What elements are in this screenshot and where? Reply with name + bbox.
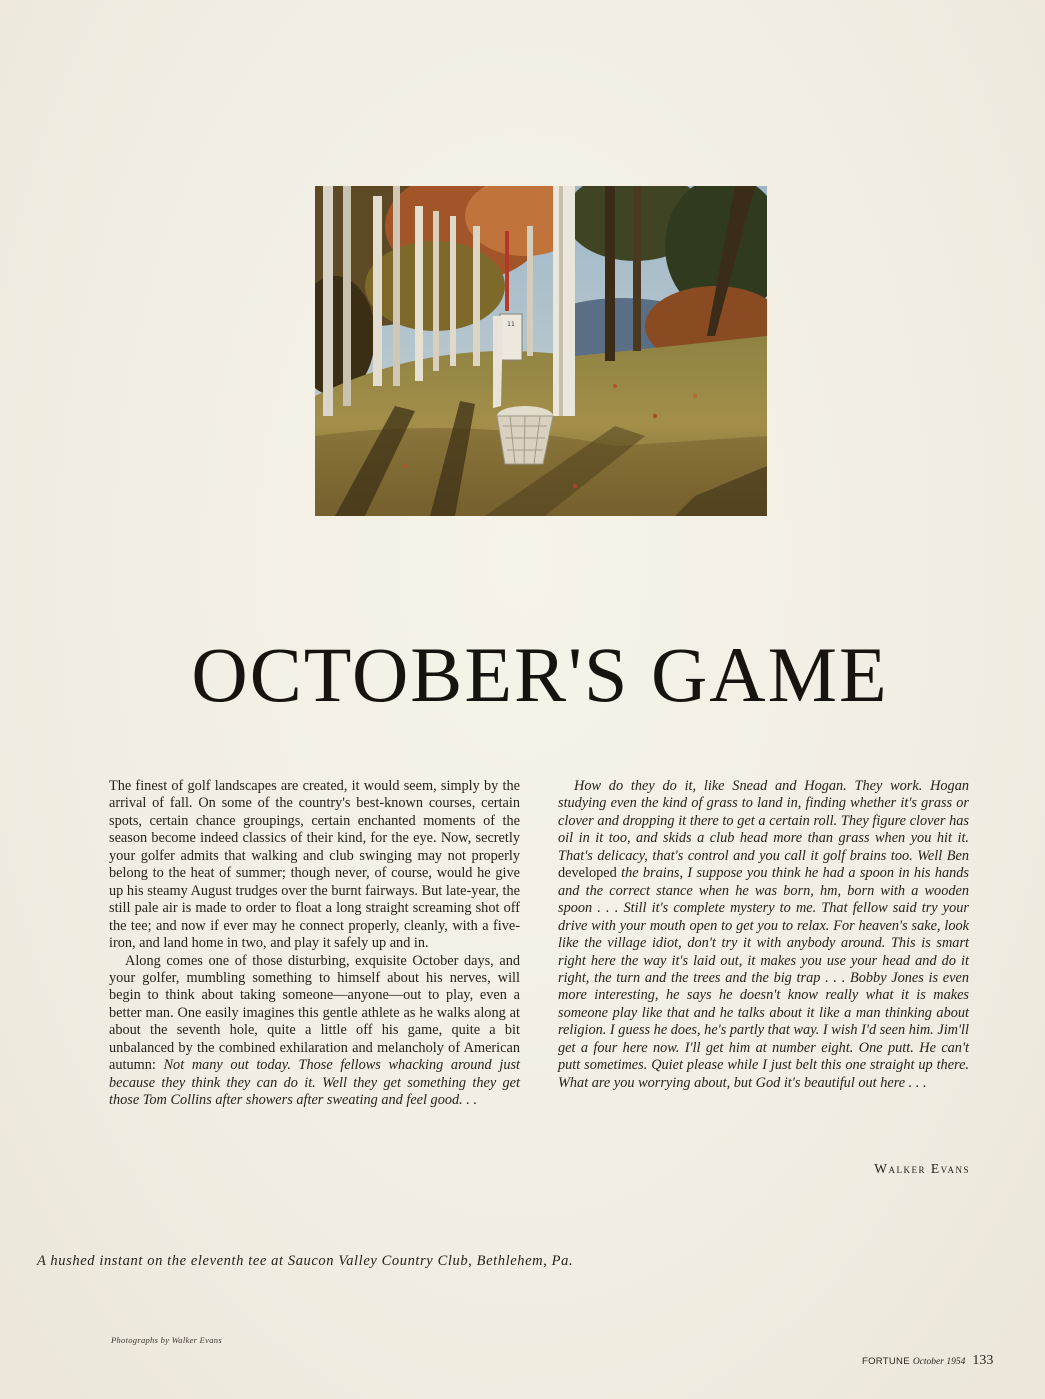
photo-caption: A hushed instant on the eleventh tee at Saucon Valley Country Club, Bethlehem, Pa.: [37, 1253, 574, 1269]
page-footer: [862, 1351, 993, 1371]
roman-word: developed: [558, 865, 617, 882]
article-paragraph: [109, 953, 520, 1110]
interior-monologue: the brains, I suppose you think he had a spoon in his hands and the correct stance when he was born, hm, born with a wooden spoon . . . Still it's complete mystery to me. That fellow said try your drive with your mouth open to get you to relax. For heaven's sake, look like the village idiot, don't try it with anybody around. This is smart right here the way it's laid out, it makes you use your head and do it right, the turn and the trees and the big trap . . . Bobby Jones is even more interesting, he says he doesn't know really what it is makes someone play like that and he talks about it like a man thinking about religion. I guess he does, he's partly that way. I wish I'd seen him. Jim'll get a four here now. I'll get him at number eight. One putt. He can't putt sometimes. Quiet please while I just belt this one straight up there. What are you worrying about, but God it's beautiful out here . . .: [558, 865, 969, 1091]
photo-credit: Photographs by Walker Evans: [111, 1335, 222, 1345]
issue-date: October 1954: [912, 1357, 966, 1367]
article-paragraph: [558, 778, 969, 1092]
photo-scene: [315, 186, 767, 516]
interior-monologue: How do they do it, like Snead and Hogan. They work. Hogan studying even the kind of grass to land in, finding whether it's grass or clover and dropping it there to get a certain roll. They figure clover has oil in it too, and skids a club head more than grass when you hit it. That's delicacy, that's control and you call it golf brains too. Well Ben: [558, 778, 969, 864]
page-number: 133: [972, 1353, 994, 1368]
article-paragraph: The finest of golf landscapes are created, it would seem, simply by the arrival of fall. On some of the country's best-known courses, certain spots, certain chance groupings, certain enchanted moments of the season become indeed classics of their kind, for the eye. Now, secretly your golfer admits that walking and club swinging may not properly belong to the heat of summer; though never, of course, would he give up his steamy August trudges over the burnt fairways. But late-year, the still pale air is made to order to float a long straight screaming shot off the tee; and now if ever may he connect properly, cleanly, with a five-iron, and land home in two, and play it safely up and in.: [109, 778, 520, 952]
interior-monologue: Not many out today. Those fellows whacking around just because they think they can do it. Well they get something they get those Tom Collins after showers after sweating and feel good. . .: [109, 1057, 520, 1109]
tee-sign-number: 11: [507, 321, 515, 328]
golf-tee-photograph: [315, 186, 767, 516]
paragraph-text: Along comes one of those disturbing, exquisite October days, and your golfer, mumbling something to himself about his nerves, will begin to think about taking someone—anyone—out to play, even a better man. One easily imagines this gentle athlete as he walks along at about the seventh hole, quite a little off his game, quite a bit unbalanced by the combined exhilaration and melancholy of American autumn:: [109, 952, 520, 1074]
article-column-right: [558, 778, 969, 1092]
magazine-name: FORTUNE: [862, 1356, 910, 1367]
article-column-left: [109, 778, 520, 1110]
author-byline: Walker Evans: [874, 1161, 970, 1176]
article-title: OCTOBER'S GAME: [191, 631, 889, 718]
